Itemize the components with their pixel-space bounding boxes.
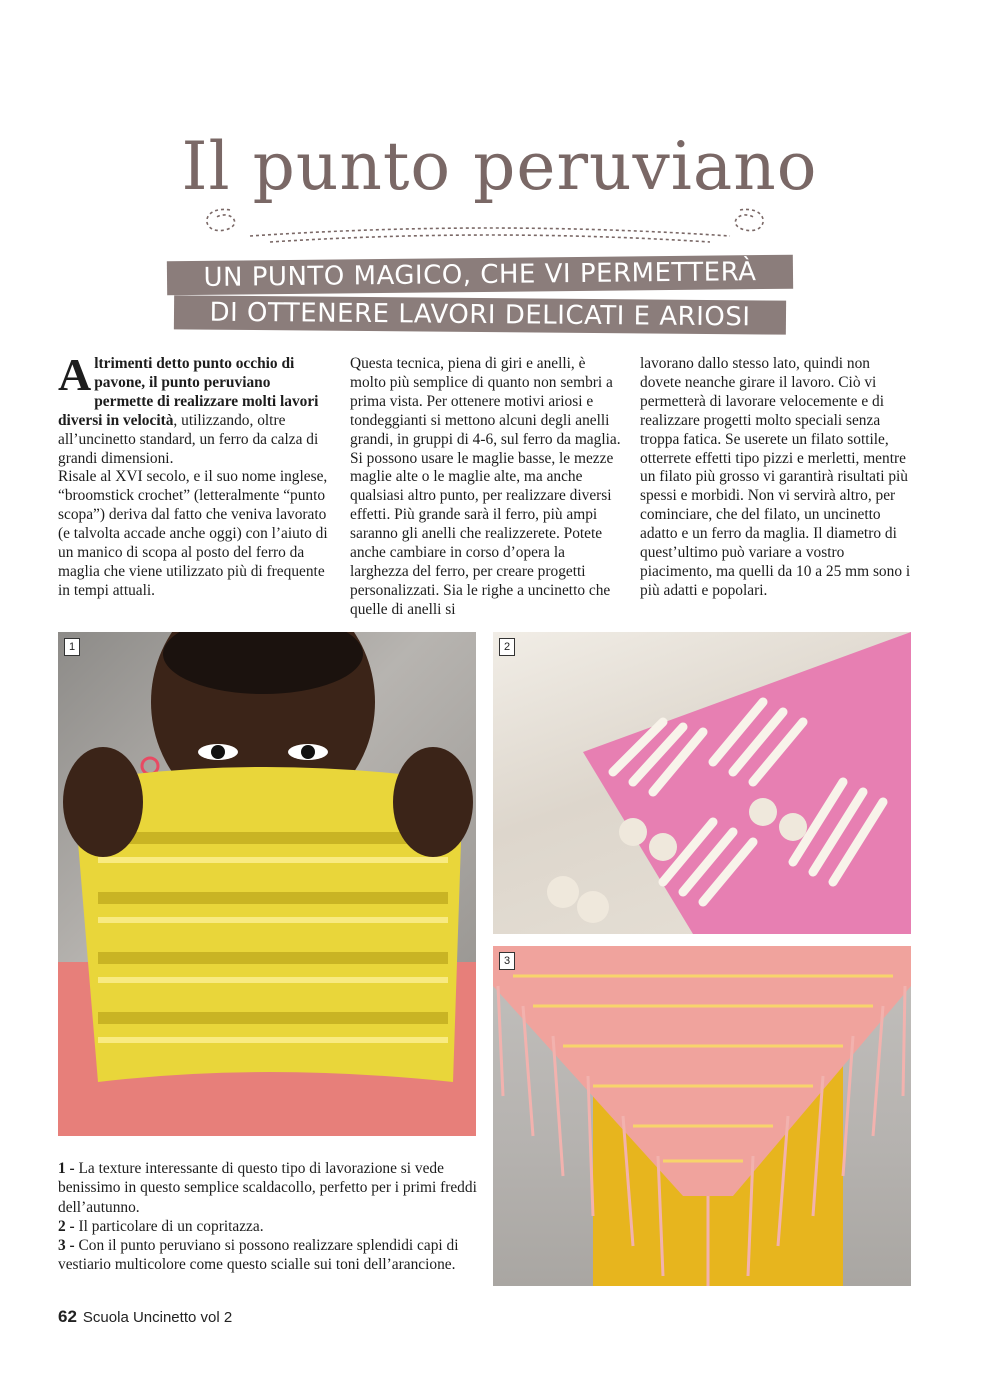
intro-text: , utilizzando, oltre all’uncinetto standard, un ferro da calza di grandi dimensioni. — [58, 411, 319, 467]
caption-1 — [58, 1159, 488, 1217]
caption-3-text: Con il punto peruviano si possono realizzare splendidi capi di vestiario multicolore come questo scialle sui toni dell’arancione. — [58, 1237, 459, 1274]
page-title: Il punto peruviano — [181, 128, 818, 205]
caption-2-text: Il particolare di un copritazza. — [74, 1217, 264, 1235]
history-paragraph: Risale al XVI secolo, e il suo nome inglese, “broomstick crochet” (letteralmente “punto scopa”) deriva dal fatto che veniva lavorato (e talvolta accade anche oggi) con l’aiuto di un manico di scopa al posto del ferro da maglia che viene utilizzato più di frequente in tempi attuali. — [58, 468, 328, 599]
page-footer — [58, 1307, 232, 1327]
subtitle-banner-line-2: DI OTTENERE LAVORI DELICATI E ARIOSI — [174, 295, 786, 334]
shawl-illustration — [493, 946, 911, 1286]
caption-3-label: 3 - — [58, 1237, 75, 1255]
caption-2 — [58, 1217, 488, 1236]
caption-2-label: 2 - — [58, 1217, 75, 1235]
cup-cozy-illustration — [493, 632, 911, 934]
publication-name: Scuola Uncinetto vol 2 — [82, 1309, 233, 1326]
stitched-swirl-ornament — [190, 200, 780, 248]
subtitle-banner-line-1: UN PUNTO MAGICO, CHE VI PERMETTERÀ — [167, 255, 793, 296]
intro-bold-text: ltrimenti detto punto occhio di pavone, il punto peruviano permette di realizzare molti lavori diversi in velocità — [58, 355, 319, 429]
photo-number-1: 1 — [64, 638, 80, 656]
page-number: 62 — [58, 1307, 77, 1326]
text-column-2 — [350, 355, 622, 620]
technique-paragraph: Questa tecnica, piena di giri e anelli, è molto più semplice di quanto non sembri a prima vista. Per ottenere motivi ariosi e tondeggianti si mettono alcuni degli anelli grandi, in gruppi di 4-6, sul ferro da maglia. Si possono usare le maglie basse, le mezze maglie alte o le maglie alte, ma anche qualsiasi altro punto, per realizzare diversi effetti. Più grande sarà il ferro, più ampi saranno gli anelli che realizzerete. Potete anche cambiare in corso d’opera la larghezza del ferro, per creare progetti personalizzati. Sia le righe a uncinetto che quelle di anelli si — [350, 355, 621, 618]
caption-3 — [58, 1236, 488, 1275]
photo-number-3: 3 — [499, 952, 515, 970]
drop-cap: A — [58, 349, 92, 400]
caption-1-label: 1 - — [58, 1160, 75, 1177]
photo-number-2: 2 — [499, 638, 515, 656]
caption-1-text: La texture interessante di questo tipo di lavorazione si vede benissimo in questo semplice scaldacollo, perfetto per i primi freddi dell’autunno. — [58, 1160, 477, 1216]
intro-paragraph — [58, 349, 330, 468]
photo-yellow-cowl — [58, 632, 476, 1136]
photo-cup-cozy-detail — [493, 632, 911, 934]
text-column-1 — [58, 349, 330, 601]
photo-orange-shawl — [493, 946, 911, 1286]
cowl-illustration — [58, 632, 476, 1136]
materials-paragraph: lavorano dallo stesso lato, quindi non dovete neanche girare il lavoro. Ciò vi permetterà di lavorare velocemente e di realizzare progetti molto speciali senza troppa fatica. Se userete un filato sottile, otterrete effetti tipo pizzi e merletti, mentre un filato più grosso vi garantirà risultati più spessi e morbidi. Non vi servirà altro, per cominciare, che del filato, un uncinetto adatto e un ferro da maglia. Il diametro di quest’ultimo può variare a vostro piacimento, ma quelli da 10 a 25 mm sono i più adatti e popolari. — [640, 355, 911, 599]
photo-captions — [58, 1159, 488, 1275]
text-column-3 — [640, 355, 912, 601]
